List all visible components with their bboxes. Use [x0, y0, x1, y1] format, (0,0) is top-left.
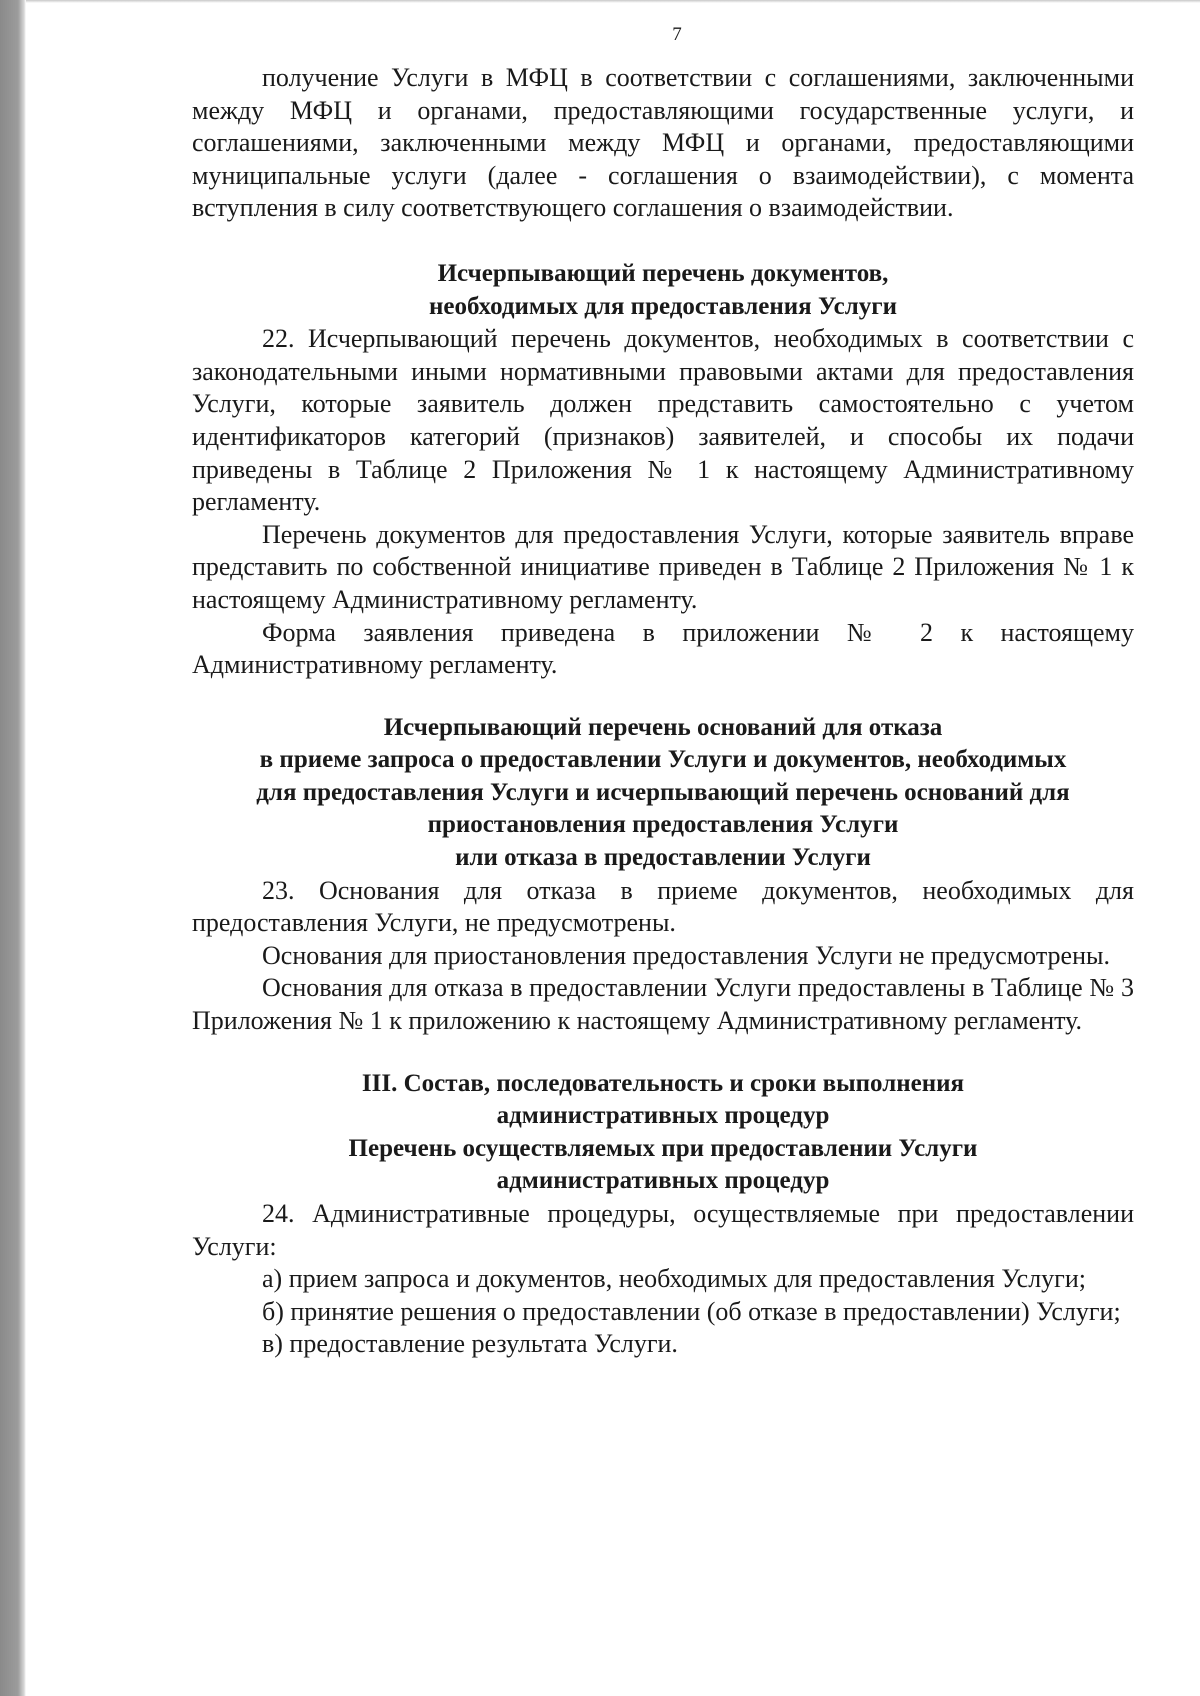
heading-section-3	[192, 1068, 1134, 1198]
paragraph-22-application-form: Форма заявления приведена в приложении № 2 к настоящему Административному регламенту.	[192, 617, 1134, 680]
heading-line: или отказа в предоставлении Услуги	[455, 844, 871, 872]
paragraph-23-refusal: Основания для отказа в предоставлении Услуги предоставлены в Таблице № 3 Приложения № 1 к приложению к настоящему Административному регламенту.	[192, 973, 1134, 1036]
document-page	[192, 20, 1134, 1361]
heading-line: административных процедур	[496, 1167, 830, 1195]
scan-shadow-top	[26, 0, 1200, 3]
list-item-b: б) принятие решения о предоставлении (об отказе в предоставлении) Услуги;	[262, 1296, 1121, 1326]
heading-line: административных процедур	[496, 1102, 830, 1130]
heading-line: Исчерпывающий перечень документов,	[437, 259, 889, 287]
heading-line: необходимых для предоставления Услуги	[429, 292, 897, 320]
page-number: 7	[672, 24, 682, 45]
spacer	[192, 1038, 1134, 1068]
heading-documents-list	[192, 258, 1134, 323]
heading-line: Исчерпывающий перечень оснований для отказа	[383, 713, 943, 741]
heading-line: приостановления предоставления Услуги	[427, 811, 899, 839]
scan-shadow-left	[0, 0, 26, 1696]
heading-refusal-grounds	[192, 712, 1134, 875]
paragraph-22-optional-documents: Перечень документов для предоставления Услуги, которые заявитель вправе представить по собственной инициативе приведен в Таблице 2 Приложения № 1 к настоящему Административному регламенту.	[192, 519, 1134, 614]
paragraph-23: 23. Основания для отказа в приеме документов, необходимых для предоставления Услуги, не предусмотрены.	[192, 875, 1134, 938]
paragraph-22: 22. Исчерпывающий перечень документов, необходимых в соответствии с законодательными иными нормативными правовыми актами для предоставления Услуги, которые заявитель должен представить самостоятельно с учетом идентификаторов категорий (признаков) заявителей, и способы их подачи приведены в Таблице 2 Приложения № 1 к настоящему Административному регламенту.	[192, 324, 1134, 517]
heading-line: для предоставления Услуги и исчерпывающий перечень оснований для	[256, 778, 1070, 806]
paragraph-23-suspension: Основания для приостановления предоставления Услуги не предусмотрены.	[262, 940, 1110, 970]
spacer	[192, 682, 1134, 712]
heading-line: III. Состав, последовательность и сроки выполнения	[361, 1069, 965, 1097]
list-item-c: в) предоставление результата Услуги.	[262, 1329, 678, 1359]
heading-line: Перечень осуществляемых при предоставлении Услуги	[348, 1134, 978, 1162]
intro-paragraph: получение Услуги в МФЦ в соответствии с соглашениями, заключенными между МФЦ и органами, предоставляющими государственные услуги, и соглашениями, заключенными между МФЦ и органами, предоставляющими муниципальные услуги (далее - соглашения о взаимодействии), с момента вступления в силу соответствующего соглашения о взаимодействии.	[192, 63, 1134, 223]
heading-line: в приеме запроса о предоставлении Услуги и документов, необходимых	[259, 746, 1067, 774]
paragraph-24: 24. Административные процедуры, осуществляемые при предоставлении Услуги:	[192, 1199, 1134, 1261]
list-item-a: а) прием запроса и документов, необходимых для предоставления Услуги;	[262, 1264, 1086, 1294]
spacer	[192, 225, 1134, 258]
